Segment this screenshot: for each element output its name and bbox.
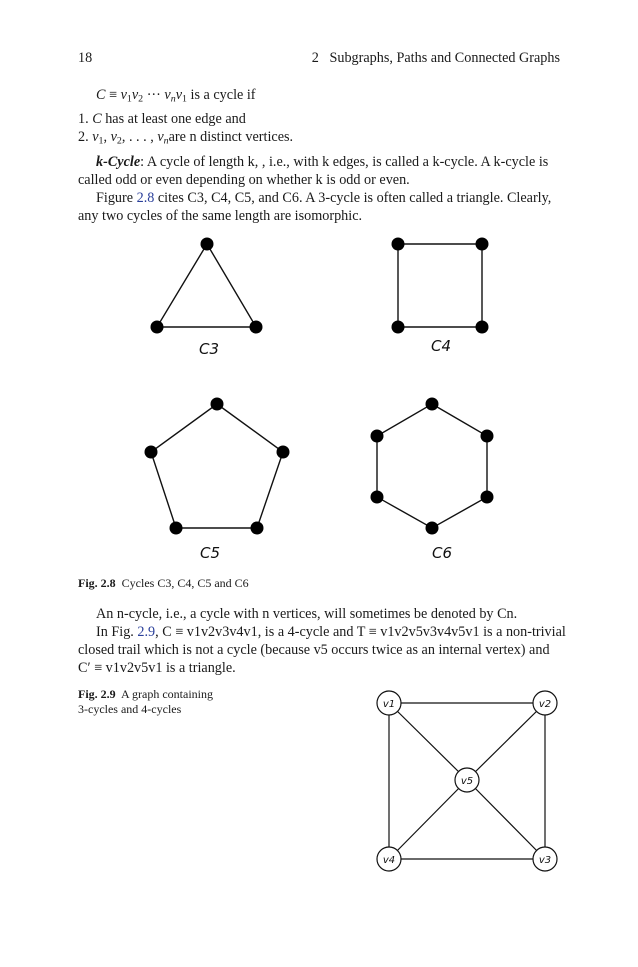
c4-label: C4 <box>431 337 452 355</box>
vertex-label-v2: v2 <box>538 699 552 710</box>
c5-vertex <box>277 446 290 459</box>
figure-2-8-caption-text: Cycles C3, C4, C5 and C6 <box>121 576 249 590</box>
fig-2-8-link[interactable]: 2.8 <box>136 190 155 206</box>
cycle-definition-lead: is a cycle if <box>190 87 256 103</box>
c4-vertex <box>392 321 405 334</box>
figure-2-8-caption-label: Fig. 2.8 <box>78 576 116 590</box>
fig-2-9-link[interactable]: 2.9 <box>137 624 156 640</box>
c5-vertex <box>170 522 183 535</box>
c5-vertex <box>145 446 158 459</box>
c5-cycle <box>151 404 283 528</box>
c5-vertex <box>251 522 264 535</box>
c4-vertex <box>392 238 405 251</box>
vertex-label-v3: v3 <box>538 855 552 866</box>
running-title: 2 Subgraphs, Paths and Connected Graphs <box>311 50 560 66</box>
c3-cycle <box>157 244 256 327</box>
figure-2-9 <box>0 680 638 880</box>
figure-2-9-caption-line-1: A graph containing <box>121 687 213 701</box>
kcycle-term: k-Cycle <box>96 154 141 170</box>
edge-v4-v5 <box>389 780 467 859</box>
list-item-1-text: has at least one edge and <box>105 111 246 127</box>
ncycle-line-2: In Fig. 2.9, C ≡ v1v2v3v4v1, is a 4-cycle and T ≡ v1v2v5v3v4v5v1 is a non-trivial <box>96 624 566 640</box>
figure-2-9-caption-line-2: 3-cycles and 4-cycles <box>78 702 182 716</box>
kcycle-line-2: called odd or even depending on whether k is odd or even. <box>78 172 410 188</box>
kcycle-line-3: Figure 2.8 cites C3, C4, C5, and C6. A 3-cycle is often called a triangle. Clearly, <box>96 190 552 206</box>
vertex-label-v4: v4 <box>382 855 396 866</box>
kcycle-line-4: any two cycles of the same length are isomorphic. <box>78 208 363 224</box>
c3-vertex <box>201 238 214 251</box>
ncycle-line-4: C′ ≡ v1v2v5v1 is a triangle. <box>78 660 236 676</box>
c4-vertex <box>476 321 489 334</box>
c4-cycle <box>398 244 482 327</box>
c5-vertex <box>211 398 224 411</box>
c3-vertex <box>151 321 164 334</box>
ncycle-line-1: An n-cycle, i.e., a cycle with n vertices, will sometimes be denoted by Cn. <box>96 606 518 622</box>
figure-2-9-caption-label: Fig. 2.9 <box>78 687 116 701</box>
c6-vertex <box>426 398 439 411</box>
c6-vertex <box>426 522 439 535</box>
vertex-label-v1: v1 <box>382 699 396 710</box>
ncycle-line-3: closed trail which is not a cycle (because v5 occurs twice as an internal vertex) and <box>78 642 550 658</box>
figure-2-8 <box>0 230 638 590</box>
list-item-2-text: are n distinct vertices. <box>168 129 294 145</box>
list-item-1: 1. C has at least one edge and <box>78 111 246 127</box>
c3-vertex <box>250 321 263 334</box>
figure-2-8-caption <box>78 576 249 591</box>
c6-vertex <box>371 491 384 504</box>
edge-v3-v5 <box>467 780 545 859</box>
vertex-label-v5: v5 <box>460 776 474 787</box>
c3-label: C3 <box>199 340 220 358</box>
c5-label: C5 <box>200 544 221 562</box>
c6-label: C6 <box>432 544 453 562</box>
cycle-definition: $C \equiv v_1v_2$ ··· $v_nv_1$ is a cycle if <box>96 87 256 105</box>
edge-v2-v5 <box>467 703 545 780</box>
kcycle-line-1: k-Cycle: A cycle of length k, , i.e., with k edges, is called a k-cycle. A k-cycle is <box>96 154 549 170</box>
edge-v1-v5 <box>389 703 467 780</box>
c6-cycle <box>377 404 487 528</box>
c4-vertex <box>476 238 489 251</box>
page-number: 18 <box>78 50 93 66</box>
c6-vertex <box>371 430 384 443</box>
c6-vertex <box>481 491 494 504</box>
c6-vertex <box>481 430 494 443</box>
list-item-2: 2. $v_1$, $v_2$, . . . , $v_nare$ n distinct vertices. <box>78 129 294 147</box>
